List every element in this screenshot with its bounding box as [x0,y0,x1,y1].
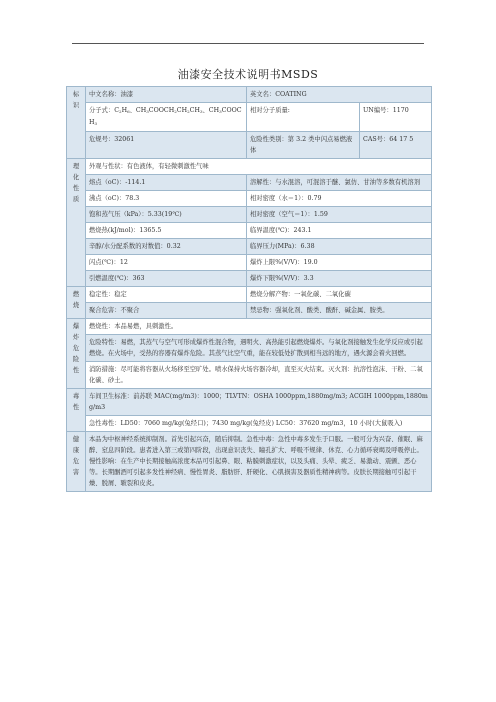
critical-pressure-cell: 临界压力(MPa)：6.38 [247,239,432,255]
cn-name-cell: 中文名称：油漆 [86,87,247,103]
flammability-cell: 燃烧性：本品易燃，具刺激性。 [86,319,432,335]
exposure-limits-cell: 车间卫生标准：前苏联 MAC(mg/m3)：1000；TLVTN：OSHA 1000ppm,1880mg/m3; ACGIH 1000ppm,1880mg/m3 [86,389,432,416]
document-title: 油漆安全技术说明书MSDS [177,68,319,81]
critical-temp-cell: 临界温度(℃)：243.1 [247,223,432,239]
msds-table [66,86,432,492]
acute-toxicity-cell: 急性毒性：LD50：7060 mg/kg(兔经口)；7430 mg/kg(兔经皮) LC50：37620 mg/m3，10 小时(大鼠吸入) [86,416,432,432]
upper-explosive-cell: 爆炸上限%(V/V)：19.0 [247,255,432,271]
autoignition-cell: 引燃温度(℃)：363 [86,271,247,287]
polymerization-cell: 聚合危害：不聚合 [86,303,247,319]
decomposition-cell: 燃烧分解产物：一氧化碳、二氧化碳 [247,287,432,303]
incompatibles-cell: 禁忌物：强氧化剂、酸类、酸酐、碱金属、胺类。 [247,303,432,319]
section-label-explosion: 爆炸危险性 [67,319,86,389]
flash-point-cell: 闪点(℃)：12 [86,255,247,271]
mol-weight-cell: 相对分子质量: [247,103,360,132]
appearance-cell: 外观与性状：有色液体，有轻微刺激性气味 [86,159,432,175]
fire-fighting-cell: 消防措施：尽可能将容器从火场移至空旷处。喷水保持火场容器冷却，直至灭火结束。灭火剂：抗溶性泡沫、干粉、二氧化碳、砂土。 [86,362,432,389]
hazard-features-cell: 危险特性：易燃，其蒸气与空气可形成爆炸性混合物，遇明火、高热能引起燃烧爆炸。与氧化剂接触发生化学反应或引起燃烧。在火场中，受热的容器有爆炸危险。其蒸气比空气重，能在较低处扩散到相当远的地方，遇火源会着火回燃。 [86,335,432,362]
section-label-identification: 标识 [67,87,86,159]
section-label-toxicity: 毒性 [67,389,86,432]
lower-explosive-cell: 爆炸下限%(V/V)：3.3 [247,271,432,287]
vapor-pressure-cell: 饱和蒸气压（kPa）：5.33(19℃) [86,207,247,223]
stability-cell: 稳定性：稳定 [86,287,247,303]
rel-density-air-cell: 相对密度（空气＝1）：1.59 [247,207,432,223]
formula-cell: 分子式：$C_2H_6$、$CH_3COOCH_2CH_2CH_3$、$CH_3COOCH_3$ [86,103,247,132]
solubility-cell: 溶解性：与水混溶，可混溶于醚、氯仿、甘油等多数有机溶剂 [247,175,432,191]
header-rule [72,43,424,44]
log-kow-cell: 辛醇/水分配系数的对数值：0.32 [86,239,247,255]
hazard-number-cell: 危规号：32061 [86,132,247,159]
health-hazard-cell: 本品为中枢神经系统抑制剂。首先引起兴奋，随后抑制。急性中毒：急性中毒多发生于口服。一般可分为兴奋、催眠、麻醉、窒息四阶段。患者进入第三或第四阶段，出现意识丧失、瞳孔扩大、呼吸不规律、休克、心力循环衰竭及呼吸停止。慢性影响：在生产中长期接触高浓度本品可引起鼻、眼、粘膜刺激症状，以及头痛、头晕、疲乏、易激动、震颤、恶心等。长期酗酒可引起多发性神经病、慢性胃炎、脂肪肝、肝硬化、心肌损害及器质性精神病等。皮肤长期接触可引起干燥、脱屑、皲裂和皮炎。 [86,432,432,492]
section-label-combustion: 燃烧 [67,287,86,319]
cas-number-cell: CAS号：64 17 5 [360,132,432,159]
melting-point-cell: 熔点（oC)：-114.1 [86,175,247,191]
section-label-properties: 理化性质 [67,159,86,287]
boiling-point-cell: 沸点（oC)：78.3 [86,191,247,207]
hazard-class-cell: 危险性类别：第 3.2 类中闪点易燃液体 [247,132,360,159]
rel-density-water-cell: 相对密度（水＝1）：0.79 [247,191,432,207]
heat-combustion-cell: 燃烧热(kJ/mol)：1365.5 [86,223,247,239]
en-name-cell: 英文名：COATING [247,87,432,103]
section-label-health: 健康危害 [67,432,86,492]
un-number-cell: UN编号：1170 [360,103,432,132]
